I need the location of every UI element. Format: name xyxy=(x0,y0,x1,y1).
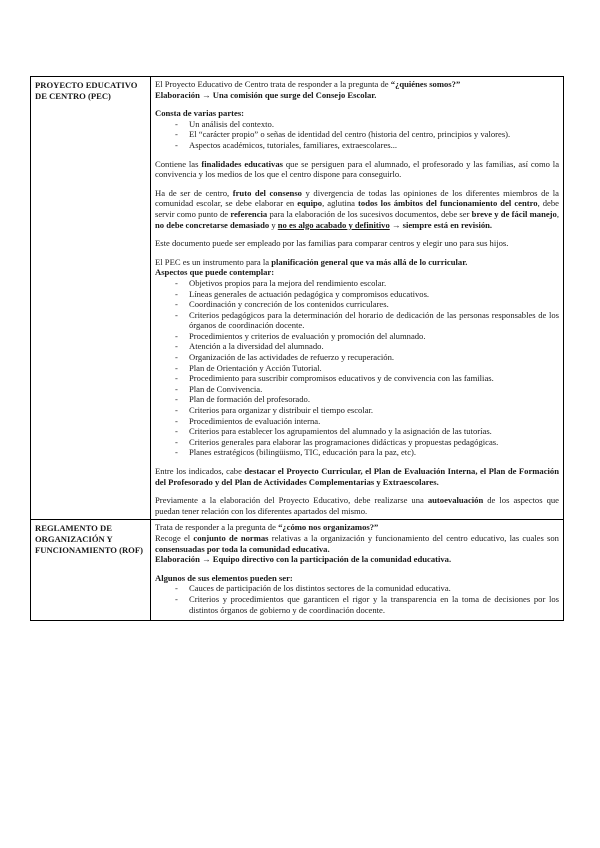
pec-aspects-title-text: Aspectos que puede contemplar: xyxy=(155,267,275,278)
rof-elements-title-text: Algunos de sus elementos pueden ser: xyxy=(155,572,293,583)
bold-run: finalidades educativas xyxy=(201,158,283,169)
list-item: - Criterios generales para elaborar las programaciones didácticas y propuestas pedagógicas. xyxy=(155,437,559,448)
table-row-rof xyxy=(31,520,564,621)
list-item: - Objetivos propios para la mejora del rendimiento escolar. xyxy=(155,278,559,289)
text-run: El PEC es un instrumento para la xyxy=(155,256,272,267)
text-run: que se persiguen para el alumnado, el profesorado y las familias, así como la convivencia y los medios de los que el centro dispone para conseguirlo. xyxy=(155,158,560,180)
list-item: - Criterios para organizar y distribuir el tiempo escolar. xyxy=(155,405,559,416)
pec-planificacion xyxy=(155,257,559,268)
rof-elements-title xyxy=(155,573,559,584)
list-item: - Plan de formación del profesorado. xyxy=(155,394,559,405)
bold-run: conjunto de normas xyxy=(193,532,269,543)
pec-autoevaluacion xyxy=(155,495,559,516)
pec-aspects-title xyxy=(155,267,559,278)
rof-elements-list xyxy=(155,583,559,615)
pec-destacar xyxy=(155,466,559,487)
row-content-rof xyxy=(151,520,564,621)
text-run: , debe servir como punto de xyxy=(155,198,559,219)
list-item: - Procedimientos de evaluación interna. xyxy=(155,416,559,427)
text-run: Contiene las xyxy=(155,158,202,169)
text-run: relativas a la organización y funcionamiento del centro educativo, las cuales son xyxy=(268,532,559,543)
list-item: - Plan de Convivencia. xyxy=(155,384,559,395)
text-run: Entre los indicados, cabe xyxy=(155,466,245,476)
list-item: - Atención a la diversidad del alumnado. xyxy=(155,341,559,352)
document-page xyxy=(30,76,564,621)
text-run: para la elaboración de los sucesivos documentos, debe ser xyxy=(267,208,472,219)
list-item: - Criterios y procedimientos que garanticen el rigor y la transparencia en la toma de decisiones por los distintos órganos de gobierno y de coordinación docente. xyxy=(155,594,559,615)
pec-consenso xyxy=(155,188,559,230)
pec-intro-text: El Proyecto Educativo de Centro trata de responder a la pregunta de xyxy=(155,79,391,89)
bold-run: equipo xyxy=(297,198,323,209)
bold-run: breve y de fácil manejo xyxy=(471,208,557,219)
list-item: - El “carácter propio” o señas de identidad del centro (historia del centro, principios y valores). xyxy=(155,129,559,140)
bold-run: destacar el Proyecto Curricular, el Plan de Evaluación Interna, el Plan de Formación del Profesorado y del Plan de Actividades Complementarias y Extraescolares. xyxy=(155,466,559,487)
pec-question: “¿quiénes somos?” xyxy=(390,79,461,89)
list-item: - Organización de las actividades de refuerzo y recuperación. xyxy=(155,352,559,363)
bold-run: todos los ámbitos del funcionamiento del centro xyxy=(358,198,538,209)
rof-elaboracion-text: Elaboración → Equipo directivo con la participación de la comunidad educativa. xyxy=(155,554,452,565)
list-item: - Un análisis del contexto. xyxy=(155,119,559,130)
bold-run: autoevaluación xyxy=(427,495,484,506)
table-row-pec xyxy=(31,77,564,520)
pec-familias: Este documento puede ser empleado por las familias para comparar centros y elegir uno para sus hijos. xyxy=(155,238,509,249)
list-item: - Cauces de participación de los distintos sectores de la comunidad educativa. xyxy=(155,583,559,594)
pec-parts-title xyxy=(155,108,559,119)
bold-run: consensuadas por toda la comunidad educativa. xyxy=(155,543,330,554)
row-content-pec xyxy=(151,77,564,520)
text-run: Ha de ser de centro, xyxy=(155,187,233,198)
list-item: - Procedimientos y criterios de evaluación y promoción del alumnado. xyxy=(155,331,559,342)
rof-question: “¿cómo nos organizamos?” xyxy=(278,522,379,533)
list-item: - Criterios para establecer los agrupamientos del alumnado y la asignación de las tutorías. xyxy=(155,426,559,437)
list-item: - Planes estratégicos (bilingüismo, TIC, educación para la paz, etc). xyxy=(155,447,559,458)
text-run: Trata de responder a la pregunta de xyxy=(155,522,279,533)
row-label-rof: REGLAMENTO DE ORGANIZACIÓN Y FUNCIONAMIENTO (ROF) xyxy=(31,520,151,621)
row-label-pec: PROYECTO EDUCATIVO DE CENTRO (PEC) xyxy=(31,77,151,520)
list-item: - Aspectos académicos, tutoriales, familiares, extraescolares... xyxy=(155,140,559,151)
text-run: , aglutina xyxy=(322,198,359,209)
rof-recoge xyxy=(155,533,559,554)
pec-aspects-list xyxy=(155,278,559,458)
text-run: y xyxy=(269,219,278,230)
text-run: , xyxy=(556,208,559,219)
text-run: Previamente a la elaboración del Proyecto Educativo, debe realizarse una xyxy=(155,495,428,506)
rof-intro xyxy=(155,522,559,533)
rof-elaboracion xyxy=(155,554,559,565)
text-run: de los aspectos que puedan tener relación con los diferentes apartados del mismo. xyxy=(155,495,559,516)
bold-run: → siempre está en revisión. xyxy=(389,219,493,230)
list-item: - Líneas generales de actuación pedagógica y compromisos educativos. xyxy=(155,289,559,300)
text-run: y divergencia de todas las opiniones de los diferentes miembros de la comunidad escolar, se debe elaborar en xyxy=(155,187,559,209)
list-item: - Procedimiento para suscribir compromisos educativos y de convivencia con las familias. xyxy=(155,373,559,384)
pec-parts-list xyxy=(155,119,559,151)
pec-parts-title-text: Consta de varias partes: xyxy=(155,108,245,119)
pec-elaboracion-text: Elaboración → Una comisión que surge del Consejo Escolar. xyxy=(155,89,377,100)
list-item: - Coordinación y concreción de los contenidos curriculares. xyxy=(155,299,559,310)
pec-elaboracion xyxy=(155,90,559,101)
text-run: Recoge el xyxy=(155,532,194,543)
documents-table xyxy=(30,76,564,621)
bold-run: referencia xyxy=(230,208,268,219)
pec-intro xyxy=(155,79,559,90)
bold-run: no debe concretarse demasiado xyxy=(155,219,270,230)
underlined-run: no es algo acabado y definitivo xyxy=(277,219,390,230)
list-item: - Plan de Orientación y Acción Tutorial. xyxy=(155,363,559,374)
pec-finalidades xyxy=(155,159,559,180)
list-item: - Criterios pedagógicos para la determinación del horario de dedicación de las personas responsables de los órganos de coordinación docente. xyxy=(155,310,559,331)
bold-run: planificación general que va más allá de lo curricular. xyxy=(271,256,468,267)
bold-run: fruto del consenso xyxy=(232,187,302,198)
